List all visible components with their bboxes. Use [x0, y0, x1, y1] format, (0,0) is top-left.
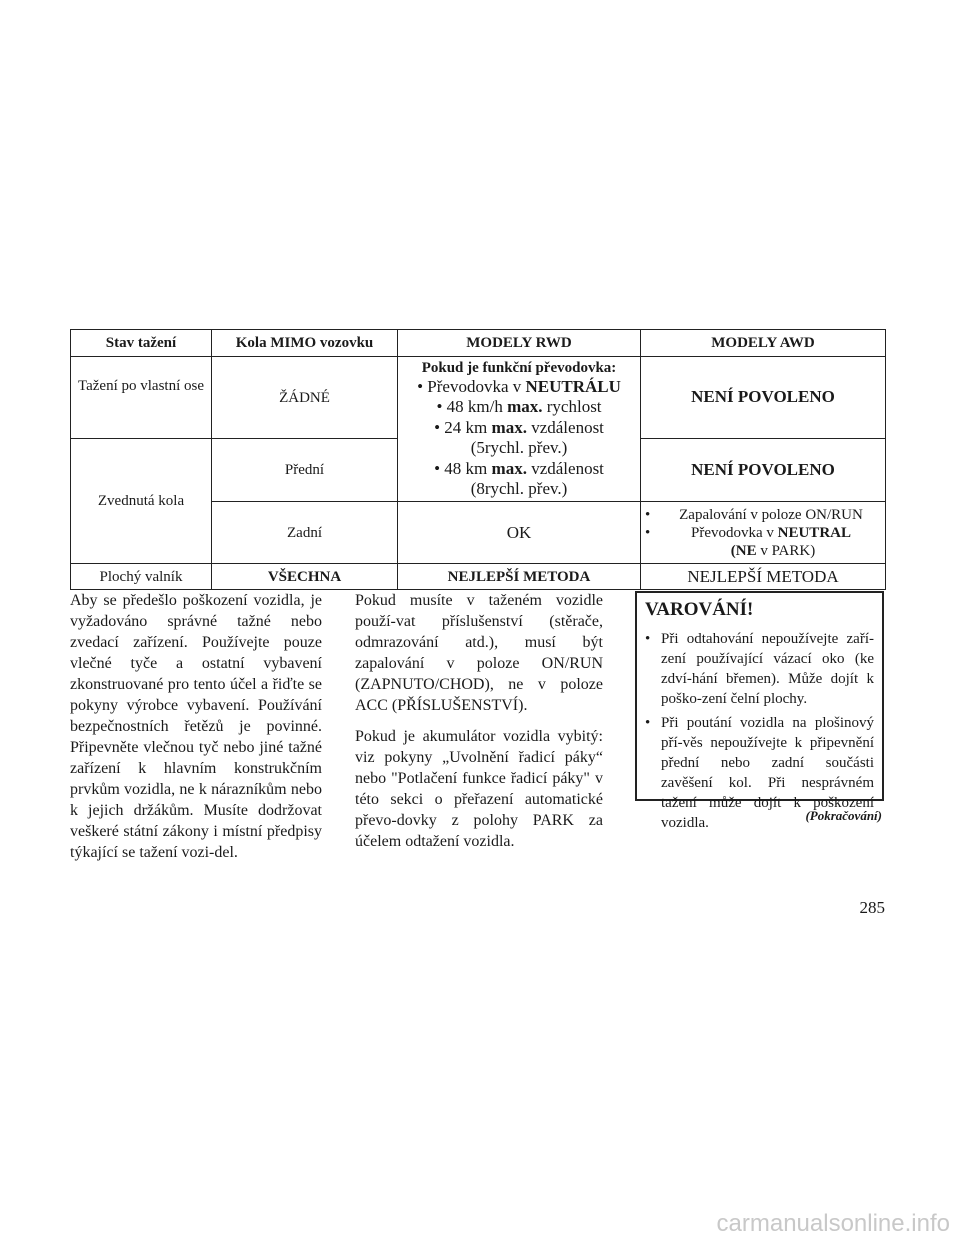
cell-rwd-best-method: NEJLEPŠÍ METODA — [398, 564, 641, 590]
cell-rwd-ok: OK — [398, 502, 641, 564]
cell-wheels-rear: Zadní — [212, 502, 398, 564]
table-row — [71, 357, 886, 439]
rwd-line-8spd-note: (8rychl. přev.) — [470, 478, 568, 498]
cell-wheels-none: ŽÁDNÉ — [212, 357, 398, 439]
warning-item: • Při odtahování nepoužívejte zaří-zení používající vázací oko (ke zdví-hání břemen). Může dojít k poško-zení čelní plochy. — [645, 631, 874, 707]
page-number: 285 — [859, 898, 885, 917]
paragraph-accessories: Pokud musíte v taženém vozidle použí-vat příslušenství (stěrače, odmrazování atd.), musí být zapalování v poloze ON/RUN (ZAPNUTO/CHOD), ne v poloze ACC (PŘÍSLUŠENSTVÍ). — [355, 592, 603, 714]
cell-wheels-all: VŠECHNA — [212, 564, 398, 590]
paragraph-equipment: Aby se předešlo poškození vozidla, je vyžadováno správné tažné nebo zvedací zařízení. Používejte pouze vlečné tyče a ostatní vybavení zkonstruované pro tento účel a řiďte se pokyny výrobce vybavení. Používání bezpečnostních řetězů je povinné. Připevněte vlečnou tyč nebo jiné tažné zařízení k hlavním konstrukčním prvkům vozidla, ne k nárazníkům nebo k jejich držákům. Musíte dodržovat veškeré státní zákony i místní předpisy týkající se tažení vozi-del. — [70, 592, 322, 861]
continued-note: (Pokračování) — [805, 808, 882, 823]
towing-table — [70, 329, 886, 590]
table-header-row — [71, 330, 886, 357]
body-column-middle — [355, 590, 603, 862]
cell-state-lifted-wheels: Zvednutá kola — [71, 439, 212, 564]
bullet-icon: • — [645, 631, 651, 647]
header-wheels-off-ground: Kola MIMO vozovku — [212, 330, 398, 357]
table-row — [71, 564, 886, 590]
cell-awd-not-allowed-flat: NENÍ POVOLENO — [641, 357, 886, 439]
cell-awd-best-method: NEJLEPŠÍ METODA — [641, 564, 886, 590]
header-towing-state: Stav tažení — [71, 330, 212, 357]
warning-title: VAROVÁNÍ! — [645, 599, 754, 620]
cell-state-flat-tow: Tažení po vlastní ose — [71, 357, 212, 439]
warning-item: • Při poutání vozidla na plošinový pří-věs nepoužívejte k připevnění přední nebo zadní součásti zavěšení kol. Při nesprávném tažení může dojít k poškození vozidla. — [645, 715, 874, 831]
header-awd-models: MODELY AWD — [641, 330, 886, 357]
rwd-line-neutral: • Převodovka v NEUTRÁLU — [417, 377, 621, 396]
rwd-line-distance-8spd: • 48 km max. vzdálenost — [434, 458, 604, 478]
rwd-heading: Pokud je funkční převodovka: — [421, 360, 617, 376]
awd-item-transmission: • Převodovka v NEUTRAL — [645, 524, 881, 542]
watermark: carmanualsonline.info — [716, 1210, 950, 1237]
header-rwd-models: MODELY RWD — [398, 330, 641, 357]
cell-rwd-transmission-conditions — [398, 357, 641, 502]
paragraph-battery: Pokud je akumulátor vozidla vybitý: viz pokyny „Uvolnění řadicí páky“ nebo "Potlačení funkce řadicí páky" v této sekci o přeřazení automatické převo-dovky z polohy PARK za účelem odtažení vozidla. — [355, 728, 603, 850]
body-column-left — [70, 590, 322, 873]
cell-awd-not-allowed-front: NENÍ POVOLENO — [641, 439, 886, 502]
awd-item-transmission-cont: (NE v PARK) — [730, 542, 816, 559]
cell-awd-rear-conditions — [641, 502, 886, 564]
cell-wheels-front: Přední — [212, 439, 398, 502]
bullet-icon: • — [645, 715, 651, 731]
rwd-line-5spd-note: (5rychl. přev.) — [470, 438, 568, 458]
awd-item-ignition: • Zapalování v poloze ON/RUN — [645, 506, 881, 524]
cell-state-flatbed: Plochý valník — [71, 564, 212, 590]
rwd-line-speed: • 48 km/h max. rychlost — [436, 397, 602, 417]
rwd-line-distance-5spd: • 24 km max. vzdálenost — [434, 417, 604, 437]
